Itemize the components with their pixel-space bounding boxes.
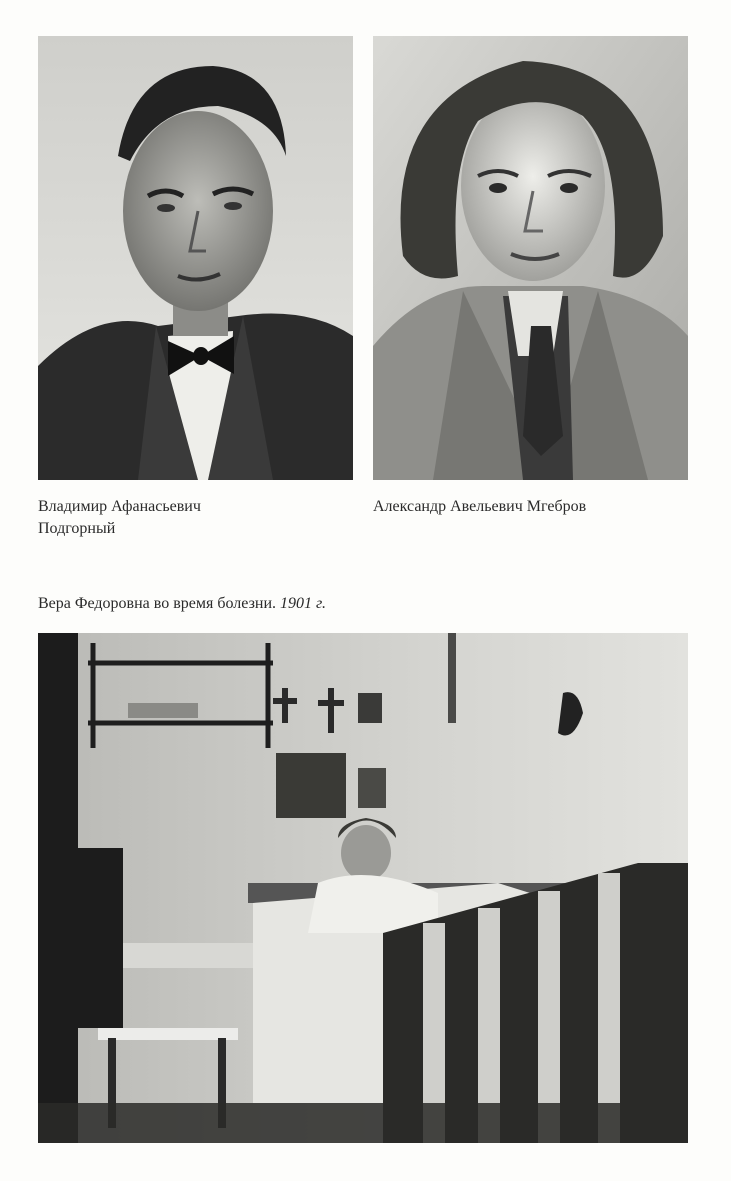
portrait-photo-right xyxy=(373,36,688,480)
chair xyxy=(68,848,123,1028)
caption-left-line1: Владимир Афанасьевич xyxy=(38,498,201,515)
scene-photo xyxy=(38,633,688,1143)
caption-right-line: Александр Авельевич Мгебров xyxy=(373,498,587,515)
scene-image xyxy=(38,633,688,1143)
portrait-left-image xyxy=(38,36,353,480)
caption-scene-date: 1901 г. xyxy=(280,595,327,612)
caption-portrait-left xyxy=(38,496,348,540)
caption-portrait-right xyxy=(373,496,688,518)
caption-scene-text: Вера Федоровна во время болезни. xyxy=(38,595,277,612)
caption-scene xyxy=(38,593,688,615)
portrait-photo-left xyxy=(38,36,353,480)
portrait-right-image xyxy=(373,36,688,480)
caption-left-line2: Подгорный xyxy=(38,520,116,537)
